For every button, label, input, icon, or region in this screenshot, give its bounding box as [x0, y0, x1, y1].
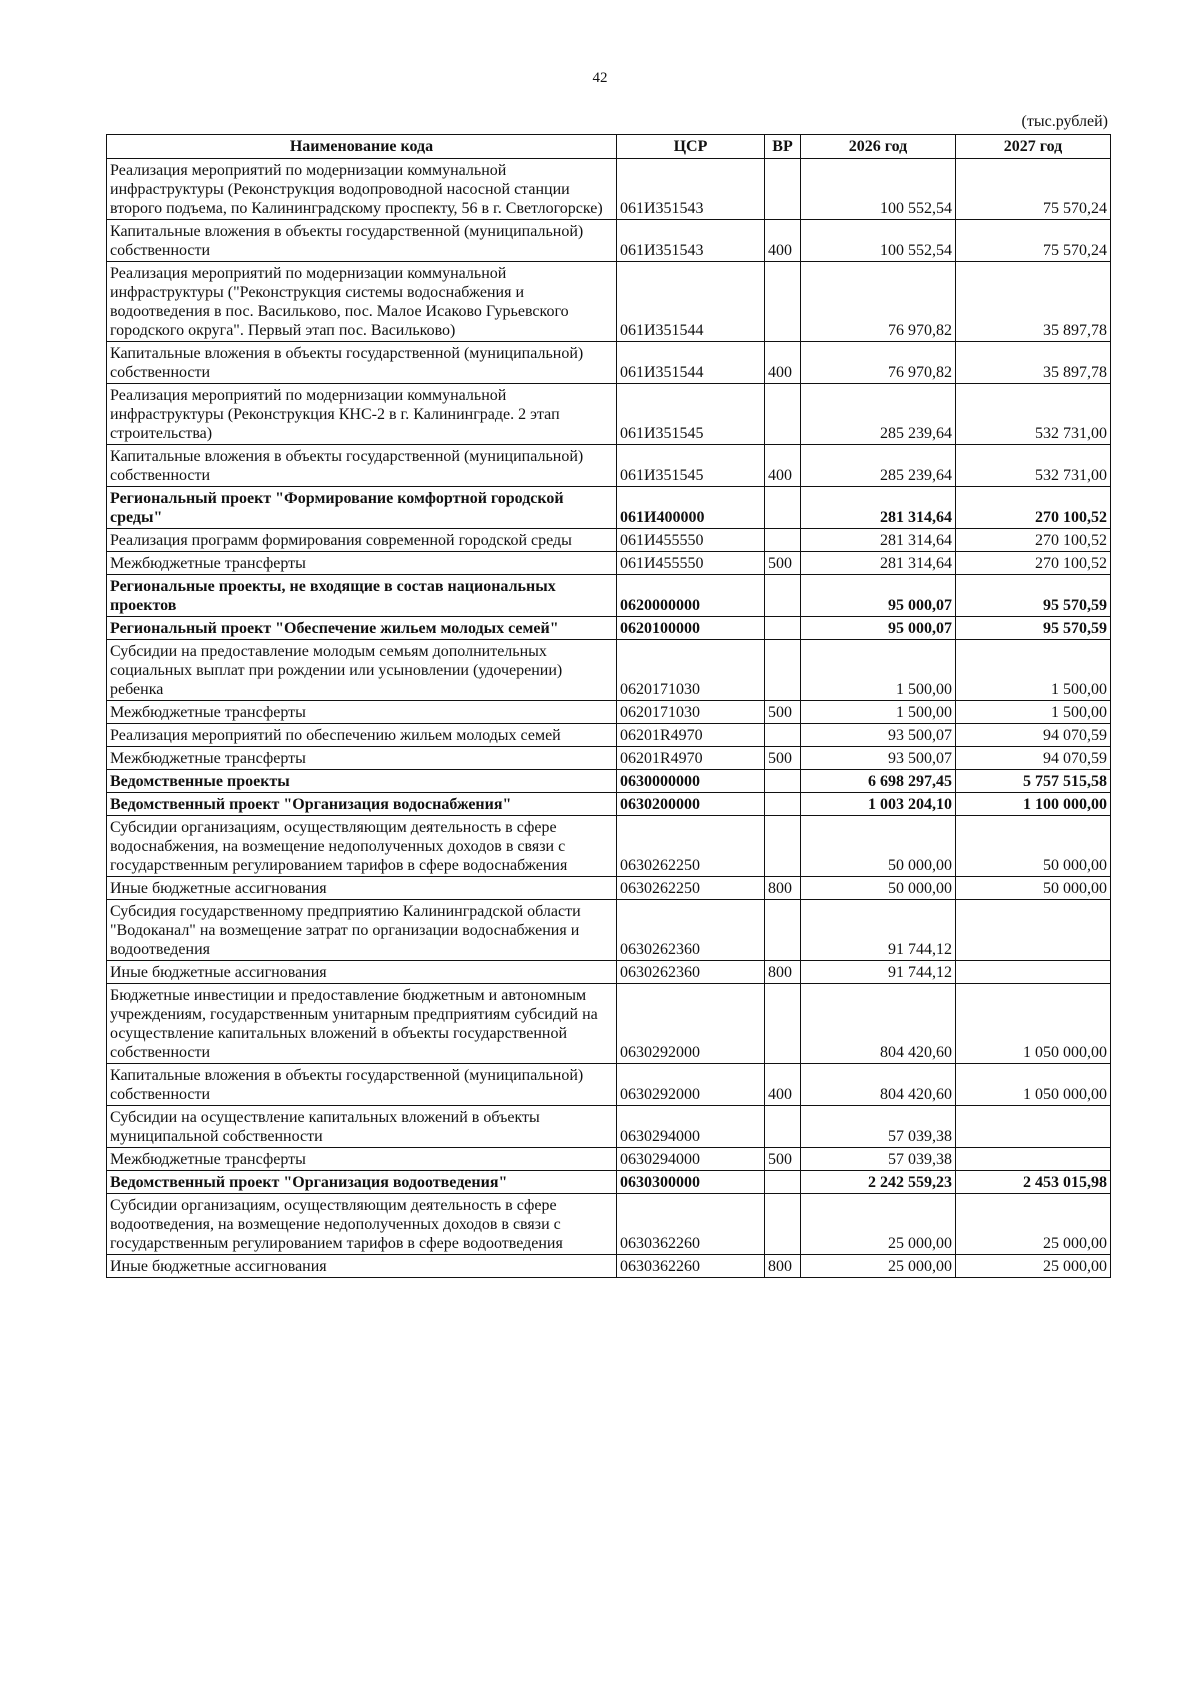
cell-name: Межбюджетные трансферты — [107, 552, 617, 575]
cell-2026: 93 500,07 — [801, 724, 956, 747]
cell-2027: 1 050 000,00 — [956, 1064, 1111, 1106]
cell-2027 — [956, 1106, 1111, 1148]
cell-vr — [765, 487, 801, 529]
cell-csr: 061И455550 — [617, 529, 765, 552]
table-row — [107, 900, 1111, 961]
header-csr: ЦСР — [617, 135, 765, 159]
cell-vr — [765, 262, 801, 342]
cell-2027: 94 070,59 — [956, 724, 1111, 747]
header-name: Наименование кода — [107, 135, 617, 159]
cell-vr: 500 — [765, 701, 801, 724]
cell-vr — [765, 529, 801, 552]
cell-2027: 1 050 000,00 — [956, 984, 1111, 1064]
cell-vr: 400 — [765, 220, 801, 262]
cell-2026: 93 500,07 — [801, 747, 956, 770]
table-row — [107, 701, 1111, 724]
cell-name: Капитальные вложения в объекты государственной (муниципальной) собственности — [107, 220, 617, 262]
cell-2026: 95 000,07 — [801, 575, 956, 617]
cell-csr: 061И351544 — [617, 342, 765, 384]
cell-2027 — [956, 1148, 1111, 1171]
cell-vr — [765, 816, 801, 877]
cell-2027: 50 000,00 — [956, 877, 1111, 900]
cell-2026: 57 039,38 — [801, 1148, 956, 1171]
cell-2026: 1 500,00 — [801, 701, 956, 724]
cell-2026: 91 744,12 — [801, 961, 956, 984]
cell-name: Реализация мероприятий по обеспечению жильем молодых семей — [107, 724, 617, 747]
cell-csr: 061И351543 — [617, 220, 765, 262]
cell-csr: 0620171030 — [617, 640, 765, 701]
cell-2027: 532 731,00 — [956, 384, 1111, 445]
cell-2027: 270 100,52 — [956, 552, 1111, 575]
cell-csr: 061И351545 — [617, 445, 765, 487]
table-row — [107, 877, 1111, 900]
cell-csr: 0630262250 — [617, 877, 765, 900]
cell-2027: 2 453 015,98 — [956, 1171, 1111, 1194]
cell-2026: 91 744,12 — [801, 900, 956, 961]
cell-2026: 285 239,64 — [801, 384, 956, 445]
cell-2027: 5 757 515,58 — [956, 770, 1111, 793]
table-row — [107, 262, 1111, 342]
cell-2027 — [956, 900, 1111, 961]
cell-csr: 0620000000 — [617, 575, 765, 617]
cell-2027: 95 570,59 — [956, 617, 1111, 640]
table-row — [107, 747, 1111, 770]
cell-2027: 94 070,59 — [956, 747, 1111, 770]
cell-vr — [765, 984, 801, 1064]
cell-csr: 06201R4970 — [617, 747, 765, 770]
cell-vr — [765, 575, 801, 617]
table-row — [107, 961, 1111, 984]
cell-csr: 0620171030 — [617, 701, 765, 724]
cell-2026: 50 000,00 — [801, 816, 956, 877]
cell-2027: 532 731,00 — [956, 445, 1111, 487]
table-row — [107, 159, 1111, 220]
header-2027: 2027 год — [956, 135, 1111, 159]
cell-vr — [765, 724, 801, 747]
cell-name: Иные бюджетные ассигнования — [107, 961, 617, 984]
cell-vr — [765, 1171, 801, 1194]
cell-vr: 800 — [765, 961, 801, 984]
cell-name: Иные бюджетные ассигнования — [107, 1255, 617, 1278]
cell-vr: 500 — [765, 747, 801, 770]
cell-2026: 100 552,54 — [801, 159, 956, 220]
cell-2026: 95 000,07 — [801, 617, 956, 640]
cell-2027: 75 570,24 — [956, 159, 1111, 220]
cell-name: Ведомственный проект "Организация водоснабжения" — [107, 793, 617, 816]
cell-name: Капитальные вложения в объекты государственной (муниципальной) собственности — [107, 1064, 617, 1106]
cell-csr: 0630262250 — [617, 816, 765, 877]
cell-name: Реализация мероприятий по модернизации коммунальной инфраструктуры ("Реконструкция системы водоснабжения и водоотведения в пос. Васильково, пос. Малое Исаково Гурьевского городского округа". Первый этап пос. Васильково) — [107, 262, 617, 342]
table-row — [107, 1171, 1111, 1194]
cell-2026: 76 970,82 — [801, 342, 956, 384]
cell-vr — [765, 1106, 801, 1148]
cell-csr: 061И351543 — [617, 159, 765, 220]
cell-2026: 281 314,64 — [801, 529, 956, 552]
table-row — [107, 640, 1111, 701]
cell-name: Субсидии на осуществление капитальных вложений в объекты муниципальной собственности — [107, 1106, 617, 1148]
table-row — [107, 445, 1111, 487]
cell-csr: 061И351545 — [617, 384, 765, 445]
cell-vr — [765, 159, 801, 220]
cell-vr: 400 — [765, 1064, 801, 1106]
cell-2027: 270 100,52 — [956, 529, 1111, 552]
cell-name: Капитальные вложения в объекты государственной (муниципальной) собственности — [107, 445, 617, 487]
cell-vr: 800 — [765, 1255, 801, 1278]
table-header-row — [107, 135, 1111, 159]
table-row — [107, 1194, 1111, 1255]
cell-csr: 0630294000 — [617, 1106, 765, 1148]
table-row — [107, 816, 1111, 877]
cell-2027: 95 570,59 — [956, 575, 1111, 617]
cell-vr: 800 — [765, 877, 801, 900]
table-row — [107, 1064, 1111, 1106]
cell-vr — [765, 617, 801, 640]
table-row — [107, 770, 1111, 793]
table-row — [107, 529, 1111, 552]
cell-csr: 061И400000 — [617, 487, 765, 529]
table-row — [107, 1148, 1111, 1171]
unit-note: (тыс.рублей) — [1021, 113, 1108, 130]
cell-csr: 0620100000 — [617, 617, 765, 640]
cell-2027: 270 100,52 — [956, 487, 1111, 529]
cell-2026: 804 420,60 — [801, 984, 956, 1064]
cell-vr — [765, 900, 801, 961]
cell-2027: 25 000,00 — [956, 1255, 1111, 1278]
header-2026: 2026 год — [801, 135, 956, 159]
cell-name: Иные бюджетные ассигнования — [107, 877, 617, 900]
cell-2026: 804 420,60 — [801, 1064, 956, 1106]
cell-vr — [765, 384, 801, 445]
table-row — [107, 487, 1111, 529]
cell-csr: 0630262360 — [617, 900, 765, 961]
cell-2027: 25 000,00 — [956, 1194, 1111, 1255]
table-row — [107, 1255, 1111, 1278]
header-vr: ВР — [765, 135, 801, 159]
cell-name: Региональные проекты, не входящие в состав национальных проектов — [107, 575, 617, 617]
cell-2026: 285 239,64 — [801, 445, 956, 487]
table-row — [107, 617, 1111, 640]
cell-name: Региональный проект "Формирование комфортной городской среды" — [107, 487, 617, 529]
table-body — [107, 159, 1111, 1278]
cell-2026: 281 314,64 — [801, 552, 956, 575]
cell-2026: 281 314,64 — [801, 487, 956, 529]
cell-2026: 25 000,00 — [801, 1194, 956, 1255]
table-row — [107, 552, 1111, 575]
cell-csr: 0630294000 — [617, 1148, 765, 1171]
table-row — [107, 724, 1111, 747]
cell-name: Бюджетные инвестиции и предоставление бюджетным и автономным учреждениям, государственным унитарным предприятиям субсидий на осуществление капитальных вложений в объекты государственной собственности — [107, 984, 617, 1064]
cell-name: Субсидии организациям, осуществляющим деятельность в сфере водоотведения, на возмещение недополученных доходов в связи с государственным регулированием тарифов в сфере водоотведения — [107, 1194, 617, 1255]
cell-vr: 500 — [765, 552, 801, 575]
cell-csr: 0630292000 — [617, 1064, 765, 1106]
cell-csr: 06201R4970 — [617, 724, 765, 747]
cell-name: Межбюджетные трансферты — [107, 701, 617, 724]
cell-name: Субсидия государственному предприятию Калининградской области "Водоканал" на возмещение затрат по организации водоснабжения и водоотведения — [107, 900, 617, 961]
cell-csr: 0630262360 — [617, 961, 765, 984]
cell-vr: 500 — [765, 1148, 801, 1171]
cell-2026: 76 970,82 — [801, 262, 956, 342]
cell-name: Реализация мероприятий по модернизации коммунальной инфраструктуры (Реконструкция водопроводной насосной станции второго подъема, по Калининградскому проспекту, 56 в г. Светлогорске) — [107, 159, 617, 220]
cell-2027: 75 570,24 — [956, 220, 1111, 262]
cell-name: Реализация программ формирования современной городской среды — [107, 529, 617, 552]
cell-2026: 25 000,00 — [801, 1255, 956, 1278]
cell-2027: 1 100 000,00 — [956, 793, 1111, 816]
cell-2026: 1 500,00 — [801, 640, 956, 701]
cell-name: Субсидии на предоставление молодым семьям дополнительных социальных выплат при рождении или усыновлении (удочерении) ребенка — [107, 640, 617, 701]
cell-2026: 57 039,38 — [801, 1106, 956, 1148]
table-row — [107, 1106, 1111, 1148]
table-row — [107, 384, 1111, 445]
cell-vr — [765, 770, 801, 793]
cell-vr — [765, 793, 801, 816]
cell-vr: 400 — [765, 342, 801, 384]
cell-csr: 0630200000 — [617, 793, 765, 816]
table-row — [107, 984, 1111, 1064]
cell-csr: 0630000000 — [617, 770, 765, 793]
cell-2026: 6 698 297,45 — [801, 770, 956, 793]
cell-2026: 100 552,54 — [801, 220, 956, 262]
cell-name: Капитальные вложения в объекты государственной (муниципальной) собственности — [107, 342, 617, 384]
cell-2027: 50 000,00 — [956, 816, 1111, 877]
cell-name: Ведомственный проект "Организация водоотведения" — [107, 1171, 617, 1194]
cell-2027: 35 897,78 — [956, 262, 1111, 342]
cell-name: Межбюджетные трансферты — [107, 747, 617, 770]
cell-csr: 0630362260 — [617, 1194, 765, 1255]
cell-name: Региональный проект "Обеспечение жильем молодых семей" — [107, 617, 617, 640]
cell-2027: 35 897,78 — [956, 342, 1111, 384]
table-row — [107, 575, 1111, 617]
cell-name: Ведомственные проекты — [107, 770, 617, 793]
cell-name: Реализация мероприятий по модернизации коммунальной инфраструктуры (Реконструкция КНС-2 в г. Калининграде. 2 этап строительства) — [107, 384, 617, 445]
cell-2026: 50 000,00 — [801, 877, 956, 900]
budget-table — [106, 134, 1111, 1278]
cell-2026: 1 003 204,10 — [801, 793, 956, 816]
cell-csr: 0630300000 — [617, 1171, 765, 1194]
table-row — [107, 220, 1111, 262]
cell-csr: 061И455550 — [617, 552, 765, 575]
cell-csr: 0630362260 — [617, 1255, 765, 1278]
cell-name: Межбюджетные трансферты — [107, 1148, 617, 1171]
cell-name: Субсидии организациям, осуществляющим деятельность в сфере водоснабжения, на возмещение недополученных доходов в связи с государственным регулированием тарифов в сфере водоснабжения — [107, 816, 617, 877]
cell-2027: 1 500,00 — [956, 701, 1111, 724]
cell-vr: 400 — [765, 445, 801, 487]
table-row — [107, 793, 1111, 816]
cell-2026: 2 242 559,23 — [801, 1171, 956, 1194]
cell-csr: 0630292000 — [617, 984, 765, 1064]
page-number: 42 — [592, 70, 608, 86]
cell-2027: 1 500,00 — [956, 640, 1111, 701]
table-row — [107, 342, 1111, 384]
cell-csr: 061И351544 — [617, 262, 765, 342]
cell-vr — [765, 640, 801, 701]
cell-vr — [765, 1194, 801, 1255]
cell-2027 — [956, 961, 1111, 984]
